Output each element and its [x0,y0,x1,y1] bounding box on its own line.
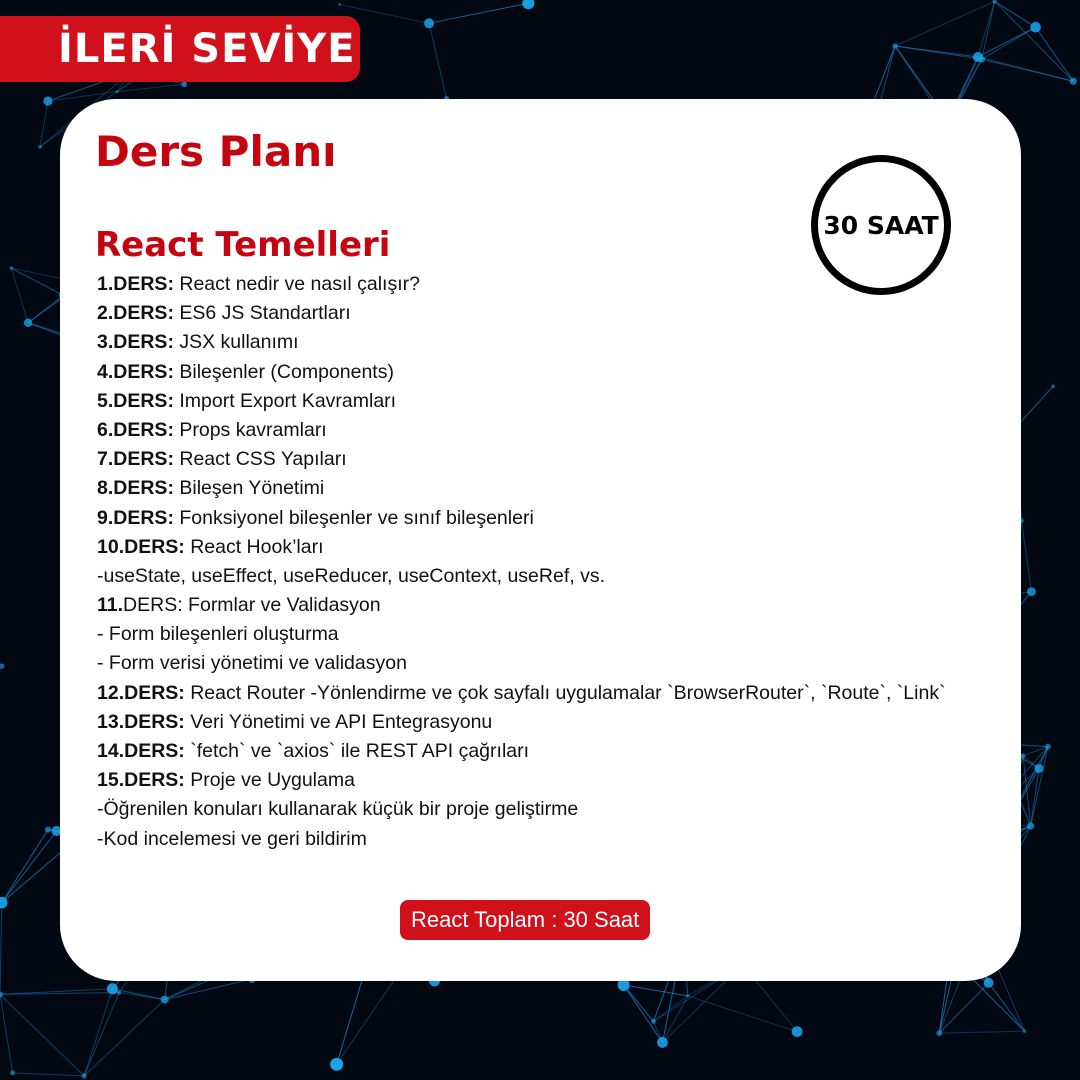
page-title: Ders Planı [95,127,337,176]
lesson-number: 12.DERS: [97,681,185,704]
lesson-line [97,474,1007,503]
lesson-text: React Router -Yönlendirme ve çok sayfalı uygulamalar `BrowserRouter`, `Route`, `Link` [184,681,946,704]
lesson-text: React CSS Yapıları [173,448,347,471]
lesson-number: 2.DERS: [97,302,174,325]
lesson-text: -Öğrenilen konuları kullanarak küçük bir proje geliştirme [97,798,579,821]
lesson-text: Veri Yönetimi ve API Entegrasyonu [184,710,493,733]
lesson-list [97,270,1007,854]
lesson-line [97,825,1007,854]
lesson-number: 15.DERS: [97,769,185,792]
lesson-number: 14.DERS: [97,740,185,762]
lesson-number: 7.DERS: [97,448,174,471]
lesson-text: ES6 JS Standartları [173,302,351,325]
lesson-line [97,270,1007,299]
lesson-text: Fonksiyonel bileşenler ve sınıf bileşenleri [173,506,534,529]
level-tag: İLERİ SEVİYE [0,16,360,82]
lesson-line [97,737,1007,766]
lesson-text: -useState, useEffect, useReducer, useContext, useRef, vs. [97,564,605,587]
lesson-text: JSX kullanımı [173,331,299,354]
section-title: React Temelleri [95,225,391,265]
lesson-number: 6.DERS: [97,418,174,441]
lesson-line [97,795,1007,824]
lesson-line [97,416,1007,445]
lesson-number: 3.DERS: [97,331,174,354]
lesson-line [97,620,1007,649]
lesson-text: Import Export Kavramları [173,389,397,412]
lesson-number: 11. [97,594,124,617]
lesson-number: 10.DERS: [97,535,185,558]
lesson-text: `fetch` ve `axios` ile REST API çağrıları [184,740,530,762]
lesson-number: 1.DERS: [97,273,174,295]
lesson-line [97,328,1007,357]
lesson-text: - Form bileşenleri oluşturma [97,623,339,646]
lesson-number: 4.DERS: [97,360,174,383]
lesson-number: 5.DERS: [97,389,174,412]
lesson-line [97,562,1007,591]
lesson-line [97,387,1007,416]
lesson-line [97,358,1007,387]
lesson-line [97,504,1007,533]
lesson-text: Props kavramları [173,418,327,441]
total-hours-badge: React Toplam : 30 Saat [400,900,650,940]
lesson-text: - Form verisi yönetimi ve validasyon [97,652,407,675]
lesson-text: Bileşenler (Components) [173,360,394,383]
lesson-number: 13.DERS: [97,710,185,733]
lesson-line [97,591,1007,620]
duration-badge: 30 SAAT [811,155,951,295]
lesson-line [97,299,1007,328]
lesson-number: 8.DERS: [97,477,174,500]
lesson-text: -Kod incelemesi ve geri bildirim [97,827,367,850]
lesson-number: 9.DERS: [97,506,174,529]
lesson-line [97,445,1007,474]
lesson-line [97,679,1007,708]
lesson-text: Proje ve Uygulama [184,769,355,792]
lesson-text: React nedir ve nasıl çalışır? [173,273,420,295]
lesson-line [97,649,1007,678]
course-plan-card [60,99,1021,981]
lesson-text: Bileşen Yönetimi [173,477,325,500]
lesson-line [97,533,1007,562]
lesson-line [97,766,1007,795]
lesson-text: DERS: Formlar ve Validasyon [123,594,381,617]
lesson-text: React Hook’ları [184,535,324,558]
lesson-line [97,708,1007,737]
